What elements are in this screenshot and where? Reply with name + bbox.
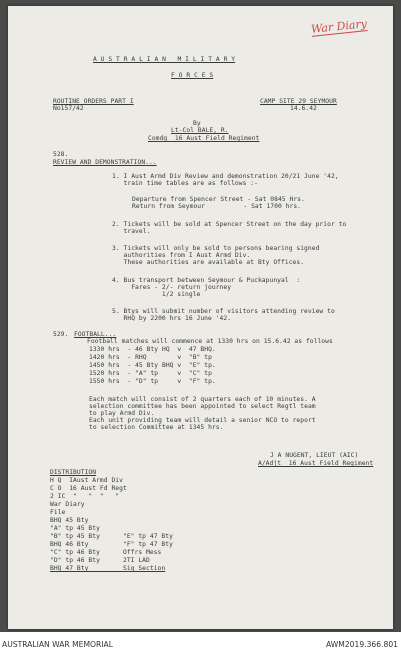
distribution-heading: DISTRIBUTION <box>50 469 97 476</box>
archive-footer <box>0 632 401 653</box>
football-para1-a: Each match will consist of 2 quarters each of 10 minutes. A <box>89 396 316 403</box>
order-date: 14.6.42 <box>290 105 317 112</box>
return-time: Return from Seymour - Sat 1700 hrs. <box>132 203 302 210</box>
document-page <box>8 6 393 629</box>
distribution-line: "C" tp 46 Bty Offrs Mess <box>50 549 162 556</box>
football-para2-a: Each unit providing team will detail a senior NCO to report <box>89 417 316 424</box>
title-line-2: F O R C E S <box>171 72 214 79</box>
signature-title: A/Adjt 16 Aust Field Regiment <box>258 460 374 467</box>
item3-line-c: These authorities are available at Bty Offices. <box>112 259 305 266</box>
command-line: Comdg 16 Aust Field Regiment <box>148 135 260 142</box>
distribution-line: H Q IAust Armd Div <box>50 477 123 484</box>
football-para2-b: to selection Committee at 1345 hrs. <box>89 424 224 431</box>
football-intro: Football matches will commence at 1330 hrs on 15.6.42 as follows <box>87 338 333 345</box>
order-528-heading: REVIEW AND DEMONSTRATION... <box>53 159 157 166</box>
distribution-line: 2 IC " " " " <box>50 493 120 500</box>
distribution-line: War Diary <box>50 501 85 508</box>
order-number: No157/42 <box>53 105 84 112</box>
football-para1-b: selection committee has been appointed to select Regtl team <box>89 403 316 410</box>
item5-line-b: RHQ by 2200 hrs 16 June '42. <box>112 315 232 322</box>
item4-line-a: 4. Bus transport between Seymour & Puckapunyal : <box>112 277 301 284</box>
match-row: 1420 hrs - RHQ v "B" tp <box>89 354 212 361</box>
officer-name: Lt-Col BALE, R. <box>171 127 229 134</box>
match-row: 1520 hrs - "A" tp v "C" tp <box>89 370 212 377</box>
match-row: 1330 hrs - 46 Bty HQ v 47 BHQ. <box>89 346 216 353</box>
item3-line-a: 3. Tickets will only be sold to persons bearing signed <box>112 245 320 252</box>
item1-line-a: 1. I Aust Armd Div Review and demonstration 20/21 June '42, <box>112 173 339 180</box>
match-row: 1550 hrs - "D" tp v "F" tp. <box>89 378 216 385</box>
order-528-number: 528. <box>53 151 69 158</box>
signature-name: J A NUGENT, LIEUT (AIC) <box>270 452 359 459</box>
item3-line-b: authorities from I Aust Armd Div. <box>112 252 251 259</box>
footer-institution: AUSTRALIAN WAR MEMORIAL <box>2 640 113 649</box>
distribution-line: BHQ 47 Bty Sig Section <box>50 565 166 572</box>
item4-line-b: Fares - 2/- return journey <box>112 284 232 291</box>
distribution-line: BHQ 46 Bty "F" tp 47 Bty <box>50 541 173 548</box>
distribution-line: "B" tp 45 Bty "E" tp 47 Bty <box>50 533 173 540</box>
match-row: 1450 hrs - 45 Bty BHQ v "E" tp. <box>89 362 216 369</box>
distribution-line: File <box>50 509 66 516</box>
distribution-line: C O 16 Aust Fd Regt <box>50 485 127 492</box>
item4-line-c: 1/2 single <box>112 291 201 298</box>
departure-time: Departure from Spencer Street - Sat 0845 Hrs. <box>132 196 305 203</box>
item2-line-a: 2. Tickets will be sold at Spencer Street on the day prior to <box>112 221 347 228</box>
title-line-1: A U S T R A L I A N M I L I T A R Y <box>93 56 236 63</box>
item5-line-a: 5. Btys will submit number of visitors attending review to <box>112 308 335 315</box>
footer-accession-number: AWM2019.366.801 <box>326 640 398 649</box>
routine-orders-label: ROUTINE ORDERS PART I <box>53 98 134 105</box>
handwritten-war-diary-note: War Diary <box>310 17 368 36</box>
football-para1-c: to play Armd Div. <box>89 410 155 417</box>
item1-line-b: train time tables are as follows :- <box>112 180 258 187</box>
order-529-heading: FOOTBALL... <box>74 331 117 338</box>
item2-line-b: travel. <box>112 228 151 235</box>
by-label: By <box>193 120 201 127</box>
distribution-line: "D" tp 46 Bty 2TI LAD <box>50 557 150 564</box>
distribution-line: "A" tp 45 Bty <box>50 525 100 532</box>
camp-site-label: CAMP SITE 29 SEYMOUR <box>260 98 337 105</box>
distribution-line: BHQ 45 Bty <box>50 517 89 524</box>
order-529-number: 529. <box>53 331 69 338</box>
